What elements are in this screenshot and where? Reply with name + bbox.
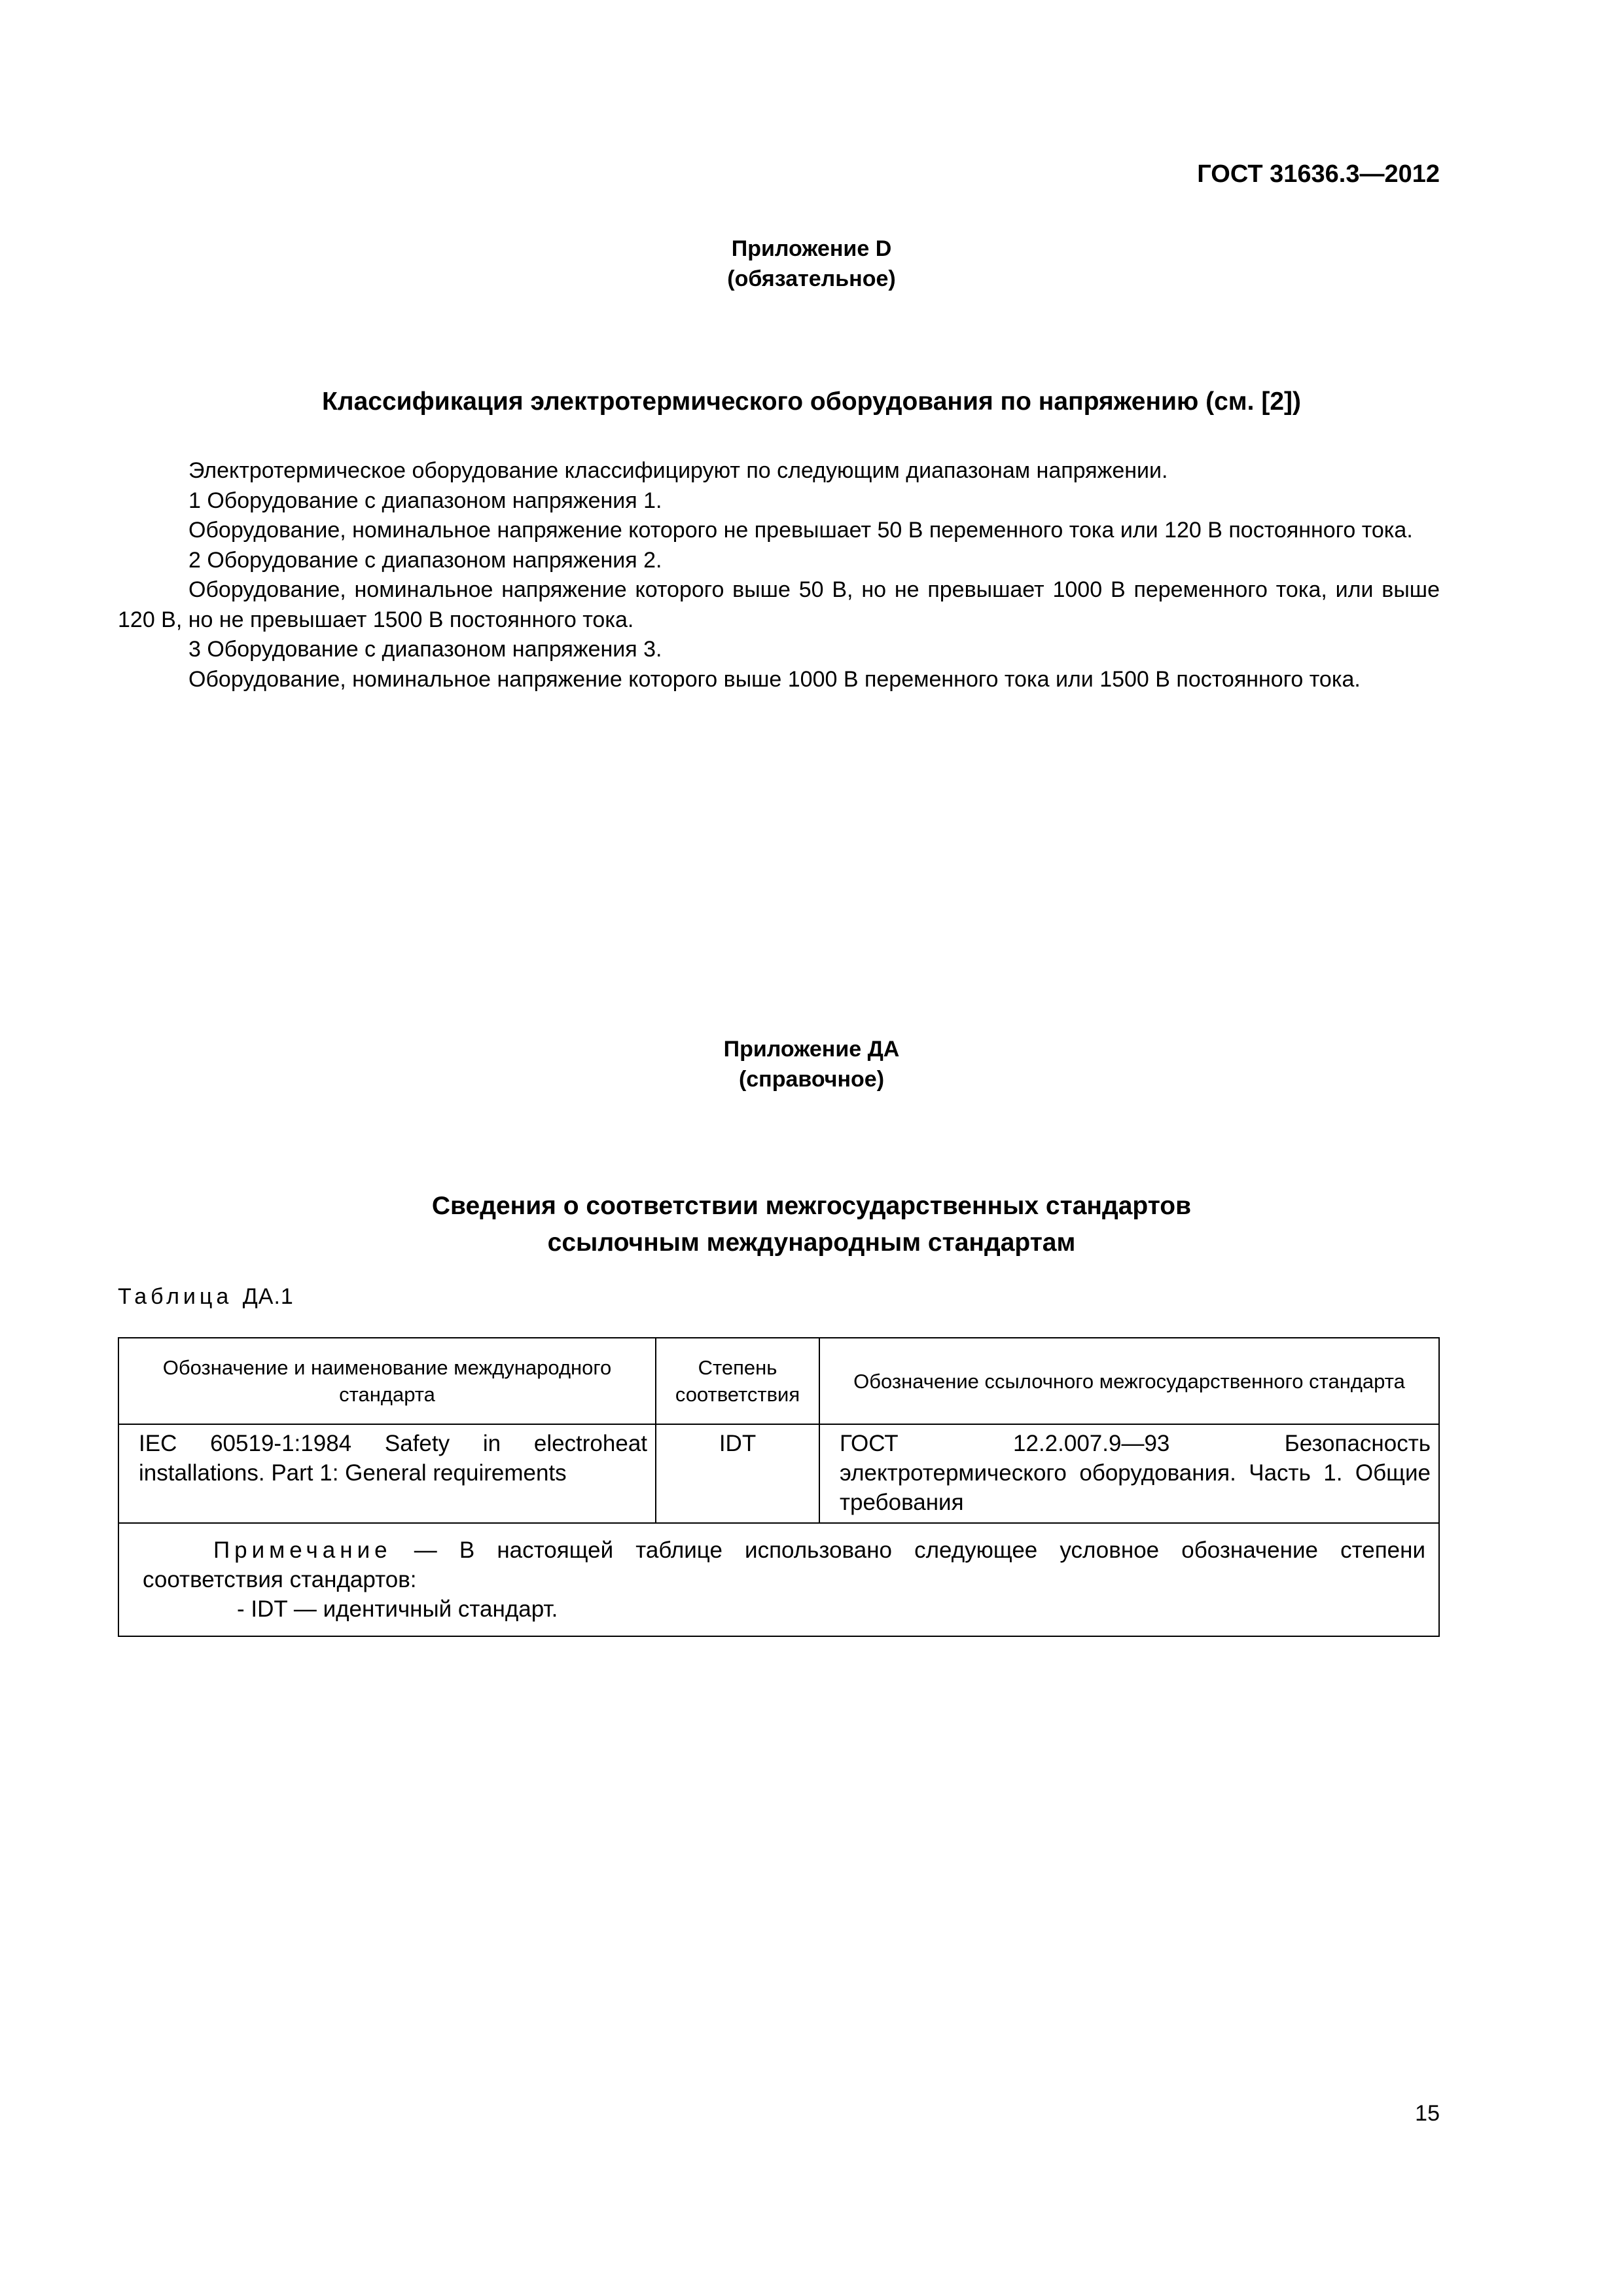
standards-table (118, 1337, 1440, 1637)
table-cell: IDT (656, 1424, 819, 1523)
table-caption-number: ДА.1 (242, 1284, 294, 1309)
annex-da-label: Приложение ДА (723, 1037, 900, 1062)
table-row (118, 1424, 1439, 1523)
table-note-row (118, 1523, 1439, 1636)
table-caption (118, 1284, 294, 1310)
paragraph: 1 Оборудование с диапазоном напряжения 1. (188, 488, 662, 513)
paragraph: 3 Оборудование с диапазоном напряжения 3. (188, 637, 662, 662)
note-item: - IDT — идентичный стандарт. (237, 1596, 558, 1622)
annex-d-body (118, 456, 1440, 694)
column-header: Степень соответствия (656, 1338, 819, 1424)
annex-d-heading (0, 234, 1623, 294)
table-header-row (118, 1338, 1439, 1424)
paragraph: 2 Оборудование с диапазоном напряжения 2. (188, 547, 662, 573)
annex-da-title-line2: ссылочным международным стандартам (547, 1229, 1076, 1257)
annex-d-title: Классификация электротермического оборудования по напряжению (см. [2]) (322, 387, 1301, 416)
annex-d-status: (обязательное) (727, 266, 896, 291)
document-code: ГОСТ 31636.3—2012 (1197, 160, 1440, 188)
column-header: Обозначение и наименование международного стандарта (118, 1338, 656, 1424)
annex-da-heading (0, 1034, 1623, 1094)
paragraph: Оборудование, номинальное напряжение которого выше 1000 В переменного тока или 1500 В постоянного тока. (188, 666, 1361, 692)
table-caption-word: Таблица (118, 1284, 233, 1309)
paragraph: Оборудование, номинальное напряжение которого не превышает 50 В переменного тока или 120 В постоянного тока. (188, 518, 1413, 543)
note-text: — В настоящей таблице использовано следующее условное обозначение степени соответствия стандартов: (143, 1537, 1425, 1592)
paragraph: Электротермическое оборудование классифицируют по следующим диапазонам напряжении. (188, 458, 1168, 483)
table-cell: IEC 60519-1:1984 Safety in electroheat installations. Part 1: General requirements (118, 1424, 656, 1523)
annex-da-title (0, 1188, 1623, 1261)
page-number: 15 (1415, 2101, 1440, 2126)
column-header: Обозначение ссылочного межгосударственного стандарта (819, 1338, 1439, 1424)
table-note (118, 1523, 1439, 1636)
annex-da-status: (справочное) (738, 1067, 885, 1092)
annex-d-label: Приложение D (731, 236, 892, 261)
table-cell: ГОСТ 12.2.007.9—93 Безопасность электротермического оборудования. Часть 1. Общие требования (819, 1424, 1439, 1523)
annex-da-title-line1: Сведения о соответствии межгосударственных стандартов (431, 1192, 1192, 1220)
note-label: Примечание (213, 1537, 392, 1563)
paragraph: Оборудование, номинальное напряжение которого выше 50 В, но не превышает 1000 В переменного тока, или выше 120 В, но не превышает 1500 В постоянного тока. (118, 577, 1440, 632)
